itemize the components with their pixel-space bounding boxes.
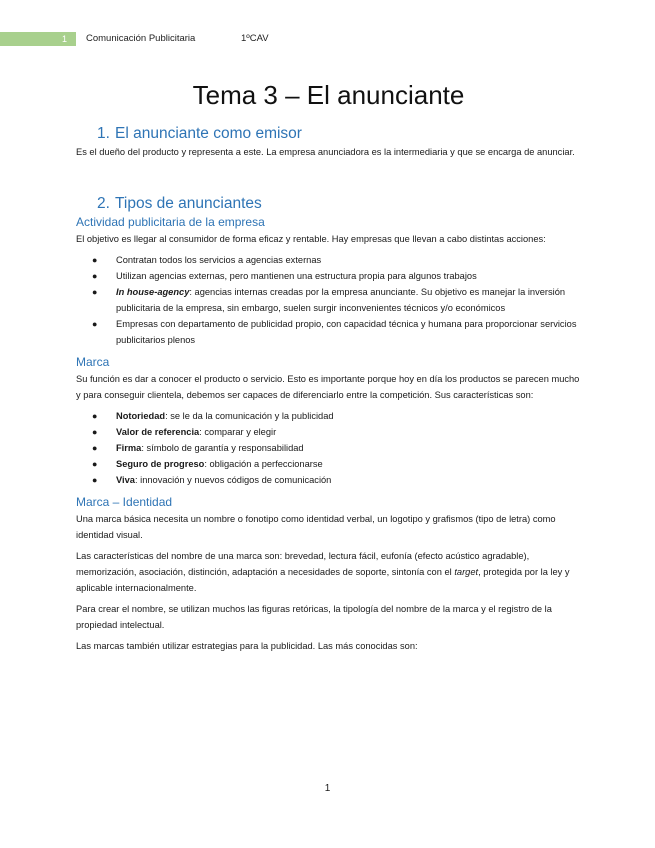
identidad-p1: Una marca básica necesita un nombre o fonotipo como identidad verbal, un logotipo y grafismos (tipo de letra) como identidad visual. bbox=[76, 514, 556, 540]
actividad-list bbox=[76, 252, 581, 348]
marca-heading: Marca bbox=[76, 355, 110, 369]
section-1-heading: 1. El anunciante como emisor bbox=[97, 125, 302, 142]
list-item: ● Notoriedad: se le da la comunicación y la publicidad bbox=[92, 411, 334, 421]
list-item: ● In house-agency: agencias internas creadas por la empresa anunciante. Su objetivo es manejar la inversión publicitaria de la empresa, sin embargo, suelen surgir inconvenientes técnicos y/o económicos bbox=[92, 287, 566, 313]
identidad-p3: Para crear el nombre, se utilizan muchos las figuras retóricas, la tipología del nombre de la marca y el registro de la propiedad intelectual. bbox=[76, 604, 552, 630]
list-item: ● Seguro de progreso: obligación a perfeccionarse bbox=[92, 459, 323, 469]
list-item: ● Utilizan agencias externas, pero mantienen una estructura propia para algunos trabajos bbox=[92, 271, 477, 281]
section-1-text: Es el dueño del producto y representa a este. La empresa anunciadora es la intermediaria y que se encarga de anunciar. bbox=[76, 147, 575, 157]
list-item: ● Empresas con departamento de publicidad propio, con capacidad técnica y humana para proporcionar servicios publicitarios plenos bbox=[92, 319, 577, 345]
page-title: Tema 3 – El anunciante bbox=[192, 80, 465, 110]
actividad-heading: Actividad publicitaria de la empresa bbox=[76, 215, 265, 229]
list-item: ● Valor de referencia: comparar y elegir bbox=[92, 427, 277, 437]
marca-list bbox=[76, 408, 581, 488]
identidad-p4: Las marcas también utilizar estrategias para la publicidad. Las más conocidas son: bbox=[76, 641, 418, 651]
page-header bbox=[0, 32, 655, 46]
identidad-p2: Las características del nombre de una marca son: brevedad, lectura fácil, eufonía (efecto acústico agradable), memorización, asociación, distinción, adaptación a necesidades de soporte, sintonía con el target, protegida por la ley y aplicable internacionalmente. bbox=[76, 551, 570, 593]
section-2-heading: 2. Tipos de anunciantes bbox=[97, 195, 262, 212]
header-page-number: 1 bbox=[62, 34, 68, 44]
header-subject: Comunicación Publicitaria bbox=[86, 33, 196, 44]
list-item: ● Contratan todos los servicios a agencias externas bbox=[92, 255, 322, 265]
actividad-intro: El objetivo es llegar al consumidor de forma eficaz y rentable. Hay empresas que llevan a cabo distintas acciones: bbox=[76, 234, 546, 244]
list-item: ● Firma: símbolo de garantía y responsabilidad bbox=[92, 443, 304, 453]
document-body bbox=[76, 78, 581, 654]
header-course: 1ºCAV bbox=[241, 33, 269, 44]
identidad-heading: Marca – Identidad bbox=[76, 495, 173, 509]
marca-intro: Su función es dar a conocer el producto o servicio. Esto es importante porque hoy en día los productos se parecen mucho y para conseguir clientela, debemos ser capaces de diferenciarlo entre la competición. Sus características son: bbox=[76, 374, 580, 400]
list-item: ● Viva: innovación y nuevos códigos de comunicación bbox=[92, 475, 332, 485]
page-footer-number: 1 bbox=[324, 783, 331, 794]
